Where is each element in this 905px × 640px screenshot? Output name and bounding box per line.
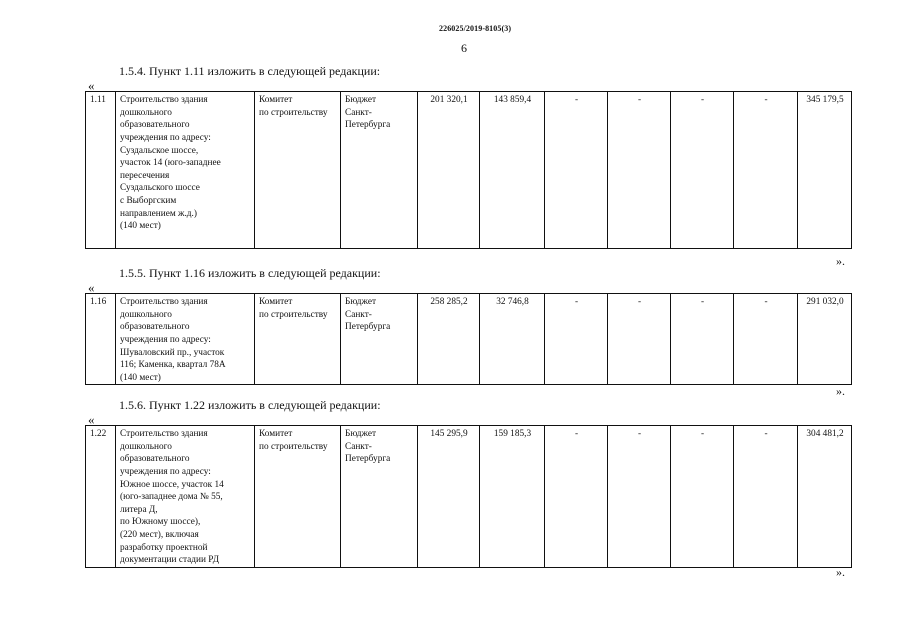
close-quote: ».: [836, 254, 845, 268]
section-heading: 1.5.6. Пункт 1.22 изложить в следующей редакции:: [119, 398, 381, 412]
table-row: [86, 294, 852, 385]
close-quote: ».: [836, 565, 845, 579]
value-cell: 258 285,2: [418, 294, 480, 385]
value-cell: 201 320,1: [418, 92, 480, 249]
dash-cell: -: [671, 92, 734, 249]
dash-cell: -: [608, 92, 671, 249]
open-quote: «: [88, 78, 95, 93]
object-name-cell: Строительство здания дошкольного образовательного учреждения по адресу: Шуваловский пр., участок 116; Каменка, квартал 78А (140 мест): [116, 294, 255, 385]
customer-cell: Комитет по строительству: [255, 294, 341, 385]
row-number: 1.11: [86, 92, 116, 249]
dash-cell: -: [671, 294, 734, 385]
close-quote: ».: [836, 384, 845, 398]
value-cell: 145 295,9: [418, 426, 480, 568]
dash-cell: -: [545, 426, 608, 568]
total-cell: 291 032,0: [798, 294, 852, 385]
amendment-table: [85, 425, 852, 568]
dash-cell: -: [608, 294, 671, 385]
open-quote: «: [88, 412, 95, 427]
table-row: [86, 92, 852, 249]
dash-cell: -: [545, 294, 608, 385]
dash-cell: -: [734, 294, 798, 385]
value-cell: 159 185,3: [480, 426, 545, 568]
amendment-table: [85, 91, 852, 249]
row-number: 1.22: [86, 426, 116, 568]
table-row: [86, 426, 852, 568]
object-name-cell: Строительство здания дошкольного образовательного учреждения по адресу: Суздальское шоссе, участок 14 (юго-западнее пересечения Суздальского шоссе с Выборгским направлением ж.д.) (140 мест): [116, 92, 255, 249]
open-quote: «: [88, 280, 95, 295]
page-number: 6: [461, 41, 467, 55]
object-name-cell: Строительство здания дошкольного образовательного учреждения по адресу: Южное шоссе, участок 14 (юго-западнее дома № 55, литера Д, по Южному шоссе), (220 мест), включая разработку проектной документации стадии РД: [116, 426, 255, 568]
document-number: 226025/2019-8105(3): [439, 24, 512, 33]
funding-source-cell: Бюджет Санкт- Петербурга: [341, 92, 418, 249]
section-heading: 1.5.5. Пункт 1.16 изложить в следующей редакции:: [119, 266, 381, 280]
customer-cell: Комитет по строительству: [255, 426, 341, 568]
customer-cell: Комитет по строительству: [255, 92, 341, 249]
funding-source-cell: Бюджет Санкт- Петербурга: [341, 426, 418, 568]
row-number: 1.16: [86, 294, 116, 385]
dash-cell: -: [608, 426, 671, 568]
dash-cell: -: [734, 92, 798, 249]
value-cell: 32 746,8: [480, 294, 545, 385]
value-cell: 143 859,4: [480, 92, 545, 249]
section-heading: 1.5.4. Пункт 1.11 изложить в следующей редакции:: [119, 64, 381, 78]
total-cell: 304 481,2: [798, 426, 852, 568]
funding-source-cell: Бюджет Санкт- Петербурга: [341, 294, 418, 385]
dash-cell: -: [671, 426, 734, 568]
dash-cell: -: [734, 426, 798, 568]
dash-cell: -: [545, 92, 608, 249]
amendment-table: [85, 293, 852, 385]
total-cell: 345 179,5: [798, 92, 852, 249]
